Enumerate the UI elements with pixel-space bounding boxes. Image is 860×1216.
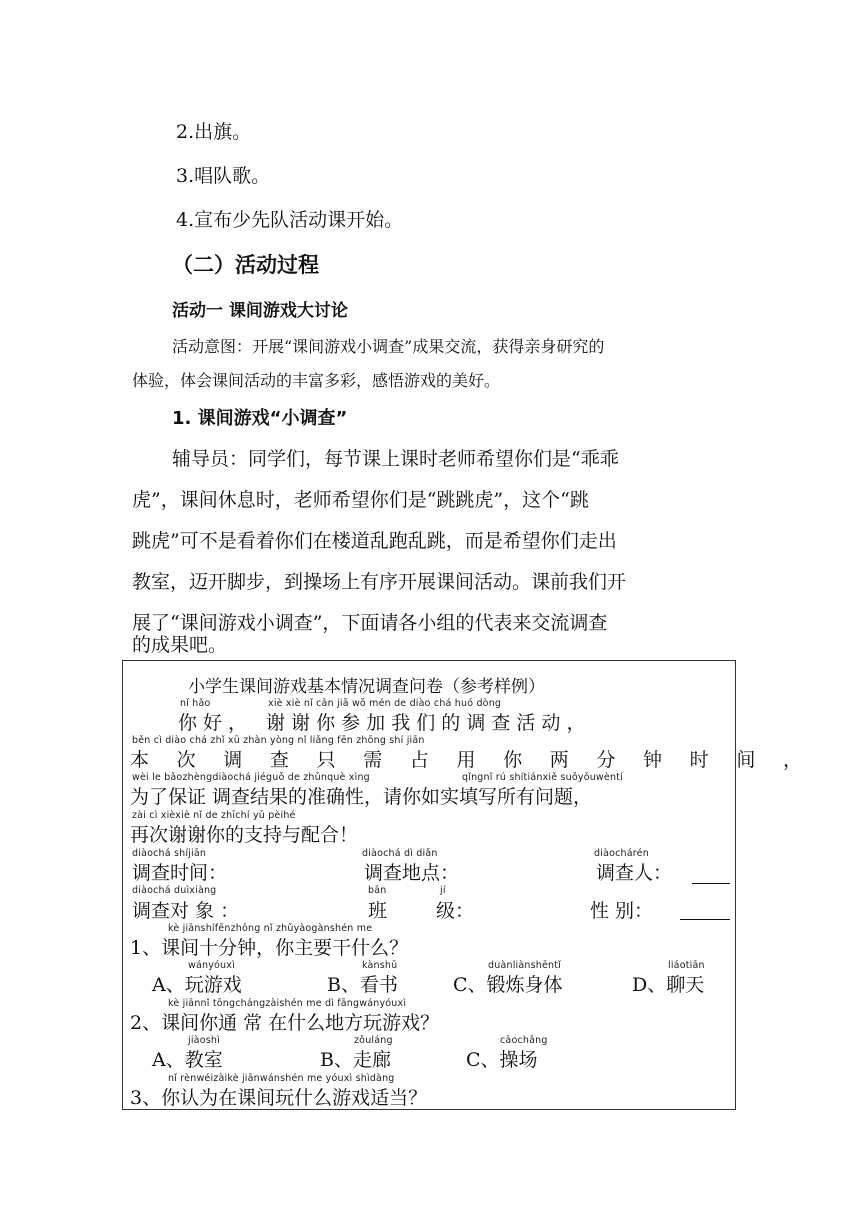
- survey-title: 小学生课间游戏基本情况调查问卷（参考样例）: [188, 677, 545, 697]
- greeting-pinyin-2: xiè xiè nǐ cān jiā wǒ mén de diào chá huó dòng: [268, 698, 502, 709]
- surveyor-pinyin: diàochárén: [594, 848, 649, 859]
- step-3: 3.唱队歌。: [176, 165, 271, 187]
- q1-option-a[interactable]: A、玩游戏: [152, 974, 242, 996]
- line2-text: 本 次 调 查 只 需 占 用 你 两 分 钟 时 间 ，: [130, 749, 813, 771]
- q1-text: 1、课间十分钟，你主要干什么？: [130, 937, 409, 959]
- q2-text: 2、课间你通 常 在什么地方玩游戏？: [130, 1012, 440, 1034]
- survey-target-label: 调查对 象 ：: [132, 900, 240, 922]
- speech-line-3: 跳虎”可不是看着你们在楼道乱跑乱跳，而是希望你们走出: [132, 530, 617, 552]
- line2-pinyin: běn cì diào chá zhǐ xū zhàn yòng nǐ liǎng fēn zhōng shí jiān: [132, 735, 425, 746]
- survey-time-pinyin: diàochá shíjiān: [132, 848, 207, 859]
- speech-line-1: 辅导员：同学们，每节课上课时老师希望你们是“乖乖: [172, 448, 619, 470]
- speech-line-2: 虎”，课间休息时，老师希望你们是“跳跳虎”，这个“跳: [132, 489, 589, 511]
- line4-text: 再次谢谢你的支持与配合！: [130, 824, 359, 846]
- q1-option-b[interactable]: B、看书: [327, 974, 398, 996]
- survey-time-label: 调查时间：: [132, 862, 228, 884]
- greeting-text-1: 你 好 ，: [178, 712, 248, 734]
- q2-option-a[interactable]: A、教室: [152, 1049, 223, 1071]
- greeting-text-2: 谢 谢 你 参 加 我 们 的 调 查 活 动 ，: [266, 712, 586, 734]
- q1-option-c[interactable]: C、锻炼身体: [453, 974, 563, 996]
- q1-option-c-pinyin: duànliànshēntǐ: [488, 960, 562, 971]
- gender-label: 性 别：: [590, 900, 654, 922]
- surveyor-blank[interactable]: [692, 882, 730, 884]
- q2-option-b-pinyin: zǒuláng: [354, 1035, 393, 1046]
- q2-pinyin: kè jiānnǐ tōngchángzàishén me dì fāngwányóuxì: [168, 998, 407, 1009]
- class-label: 班: [368, 900, 388, 922]
- q2-option-b[interactable]: B、走廊: [320, 1049, 391, 1071]
- class-pinyin: bān: [368, 885, 387, 896]
- speech-line-6: 的成果吧。: [132, 634, 228, 656]
- activity-title: 活动一 课间游戏大讨论: [172, 301, 348, 321]
- speech-line-4: 教室，迈开脚步，到操场上有序开展课间活动。课前我们开: [132, 571, 627, 593]
- intent-line-1: 活动意图：开展“课间游戏小调查”成果交流，获得亲身研究的: [172, 337, 605, 356]
- greeting-pinyin-1: nǐ hǎo: [180, 698, 211, 709]
- line3-pinyin-2: qǐngnǐ rú shítiánxiě suǒyǒuwèntí: [462, 772, 623, 783]
- grade-label: 级：: [436, 900, 475, 922]
- gender-blank[interactable]: [680, 918, 730, 920]
- step-4: 4.宣布少先队活动课开始。: [176, 209, 404, 231]
- q1-option-d[interactable]: D、聊天: [632, 974, 705, 996]
- line3-text: 为了保证 调查结果的准确性，请你如实填写所有问题，: [130, 786, 593, 808]
- survey-place-pinyin: diàochá dì diǎn: [362, 848, 438, 859]
- survey-place-label: 调查地点：: [364, 862, 460, 884]
- q2-option-c[interactable]: C、操场: [466, 1049, 538, 1071]
- intent-line-2: 体验，体会课间活动的丰富多彩，感悟游戏的美好。: [132, 371, 501, 390]
- q3-text: 3、你认为在课间玩什么游戏适当？: [130, 1087, 428, 1109]
- q1-option-d-pinyin: liáotiān: [668, 960, 705, 971]
- q2-option-a-pinyin: jiàoshì: [188, 1035, 220, 1046]
- q3-pinyin: nǐ rènwéizàikè jiānwánshén me yóuxì shìdàng: [168, 1073, 395, 1084]
- speech-line-5: 展了“课间游戏小调查”，下面请各小组的代表来交流调查: [132, 612, 608, 634]
- line4-pinyin: zài cì xièxiè nǐ de zhīchí yǔ pèihé: [132, 810, 296, 821]
- q1-option-b-pinyin: kànshū: [362, 960, 398, 971]
- grade-pinyin: jí: [440, 885, 446, 896]
- section-heading: （二）活动过程: [172, 253, 319, 277]
- q1-pinyin: kè jiānshífēnzhōng nǐ zhǔyàogànshén me: [168, 923, 373, 934]
- q2-option-c-pinyin: cāochǎng: [500, 1035, 548, 1046]
- surveyor-label: 调查人：: [596, 862, 673, 884]
- survey-subheading: 1. 课间游戏“小调查”: [172, 408, 348, 429]
- step-2: 2.出旗。: [176, 121, 252, 143]
- q1-option-a-pinyin: wányóuxì: [188, 960, 235, 971]
- survey-target-pinyin: diàochá duìxiàng: [132, 885, 217, 896]
- line3-pinyin-1: wèi le bǎozhèngdiàochá jiéguǒ de zhǔnquè xìng: [132, 772, 370, 783]
